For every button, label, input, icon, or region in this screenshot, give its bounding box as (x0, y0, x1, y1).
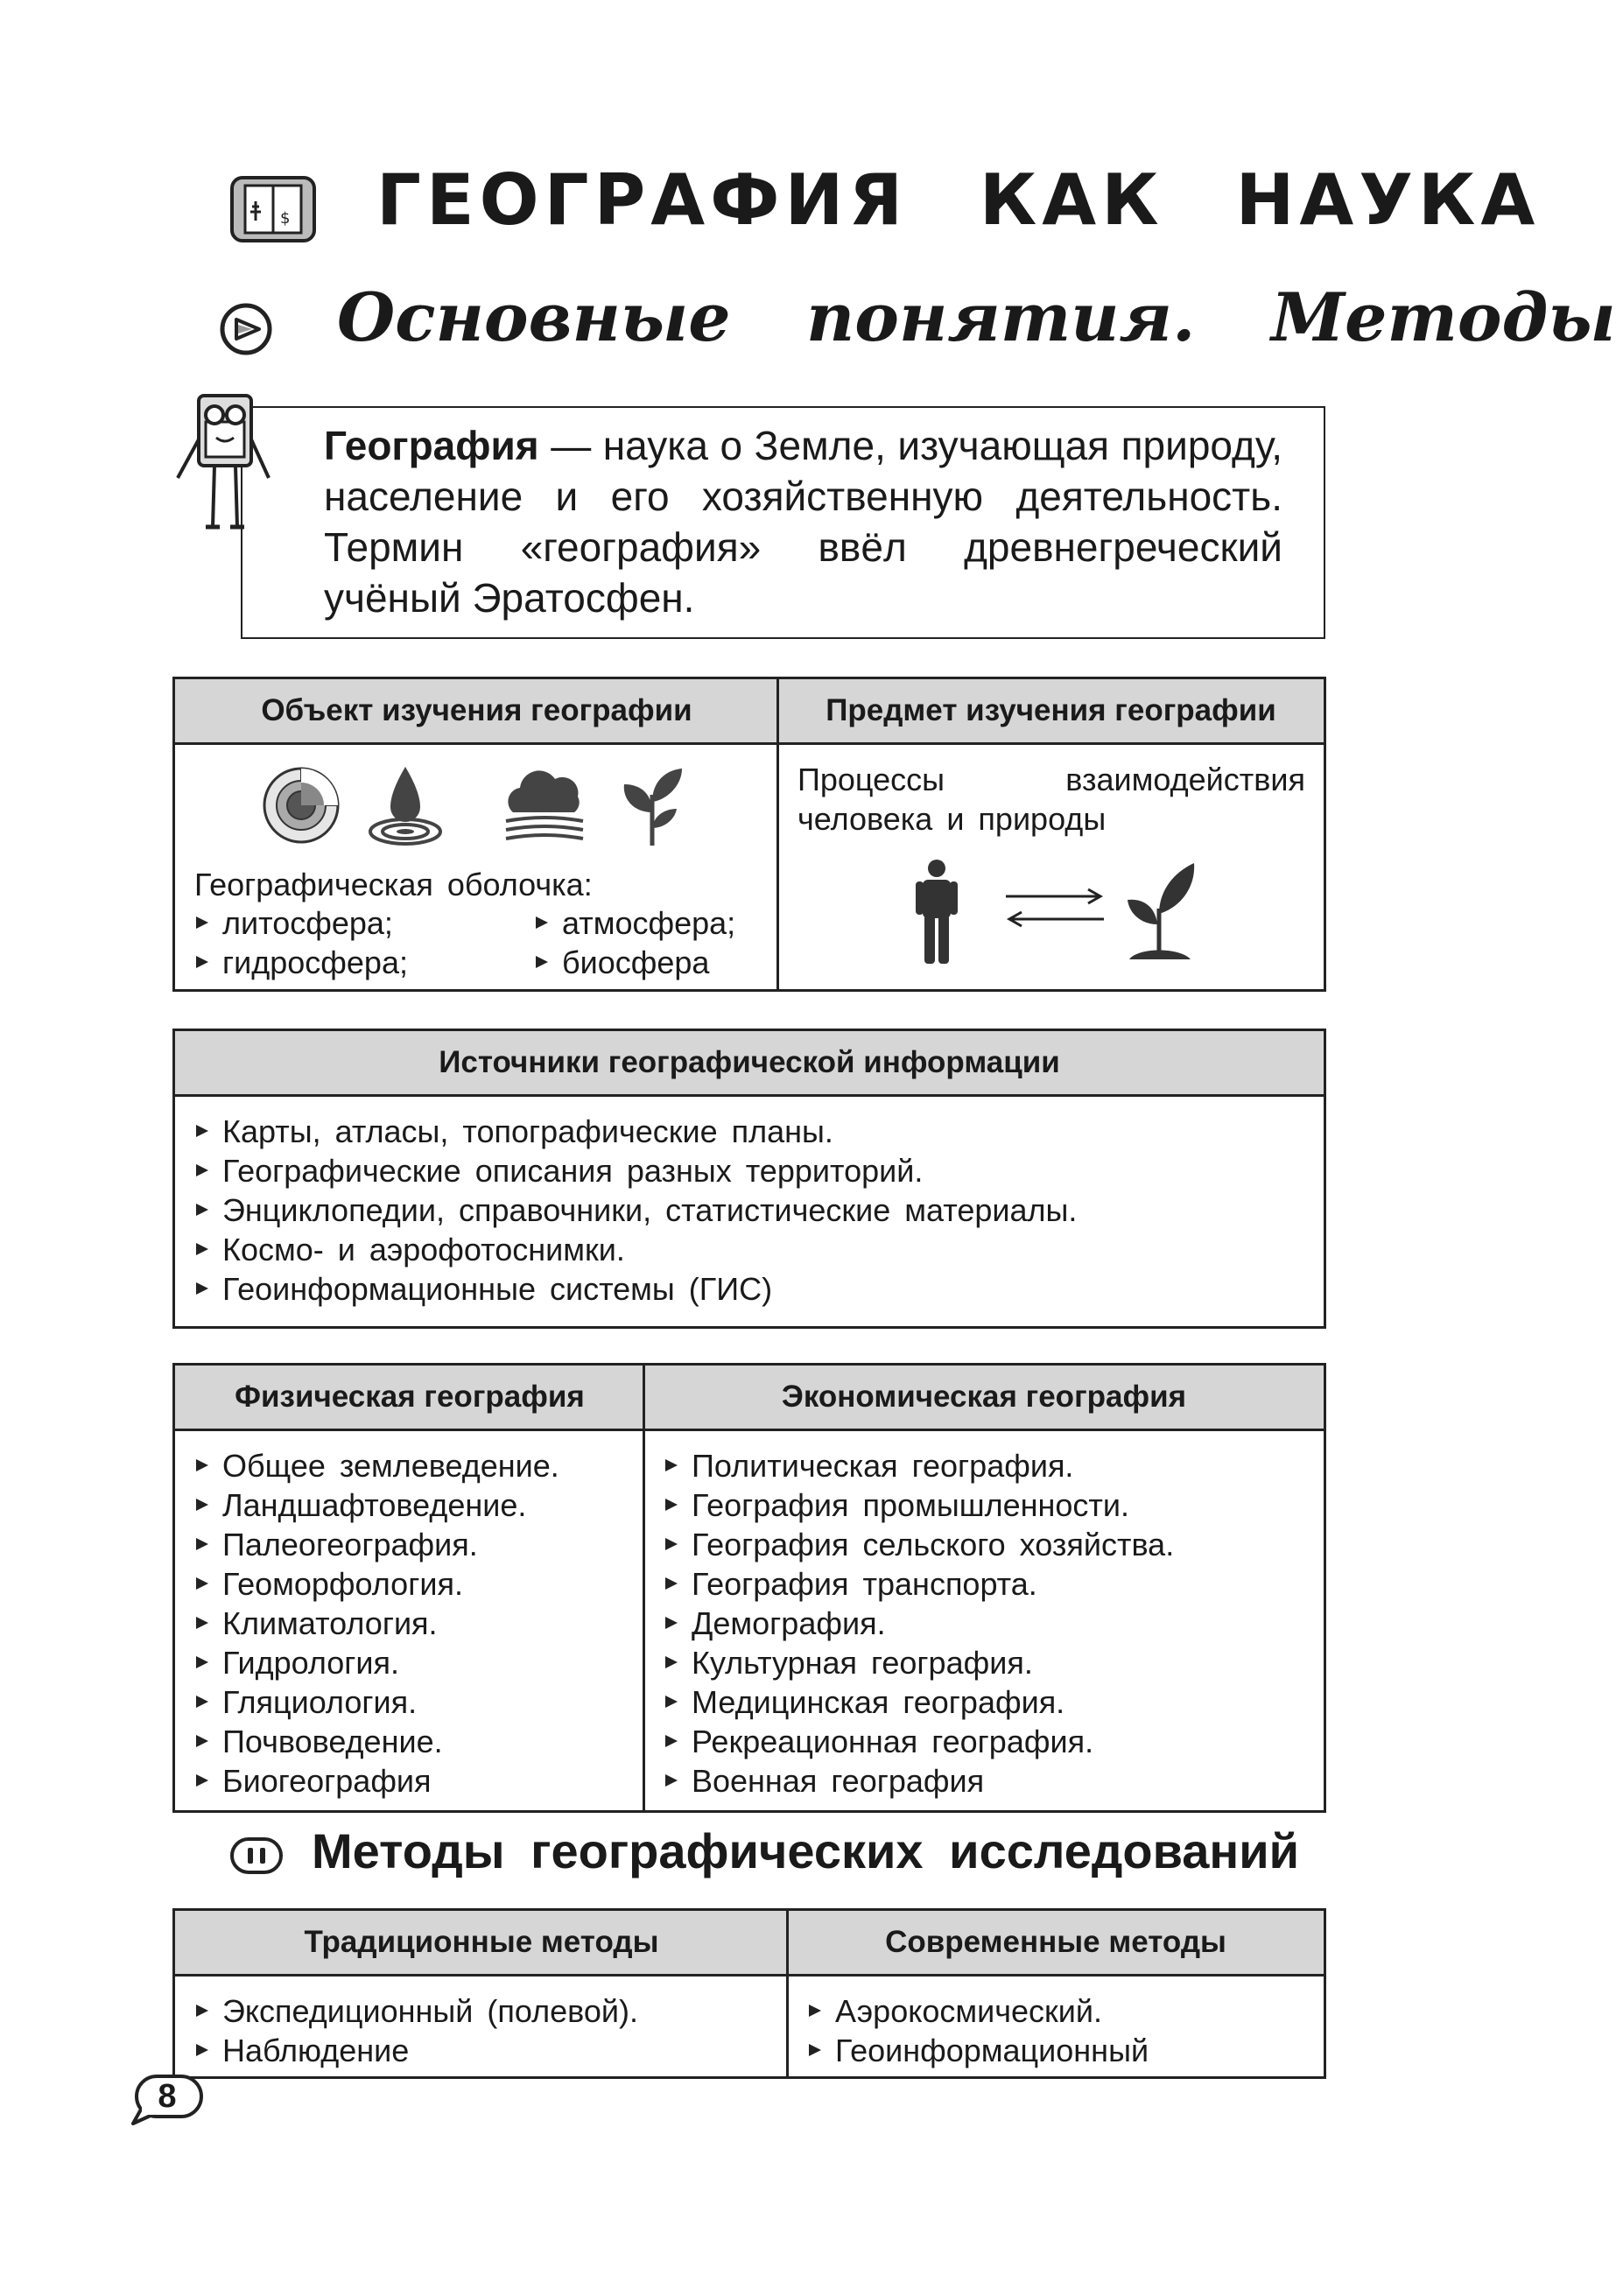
column-divider (776, 679, 779, 989)
list-item: Карты, атласы, топографические планы. (194, 1112, 1077, 1151)
list-item: Географические описания разных территорий. (194, 1151, 1077, 1190)
subject-text: Процессы взаимодействия человека и природы (797, 762, 1305, 837)
list-item: Наблюдение (194, 2031, 638, 2070)
definition-text (324, 420, 1282, 623)
list-item: Медицинская география. (664, 1682, 1174, 1722)
economic-list (664, 1446, 1174, 1801)
list-item: Рекреационная география. (664, 1722, 1174, 1761)
list-item: Климатология. (194, 1604, 559, 1643)
methods-table (172, 1908, 1326, 2079)
traditional-list (194, 1991, 638, 2070)
subject-header: Предмет изучения географии (778, 679, 1324, 745)
sources-table (172, 1029, 1326, 1329)
list-item: Биогеография (194, 1761, 559, 1801)
list-item: География промышленности. (664, 1485, 1174, 1525)
water-drop-icon (368, 763, 443, 847)
economic-header: Экономическая география (644, 1366, 1324, 1431)
page-subtitle: Основные понятия. Методы (337, 278, 1616, 356)
list-item: литосфера; (194, 903, 408, 943)
svg-text:$: $ (280, 209, 291, 228)
branches-table (172, 1363, 1326, 1813)
list-item: Геоинформационные системы (ГИС) (194, 1269, 1077, 1309)
shell-list-right (534, 903, 735, 982)
definition-term: География (324, 423, 539, 468)
sources-list (194, 1112, 1077, 1309)
play-circle-icon (219, 302, 273, 356)
list-item: География сельского хозяйства. (664, 1525, 1174, 1564)
shell-label: Географическая оболочка: (194, 867, 593, 902)
list-item: Гидрология. (194, 1643, 559, 1682)
traditional-header: Традиционные методы (175, 1911, 788, 1977)
page-number (130, 2073, 205, 2127)
list-item: Геоморфология. (194, 1564, 559, 1604)
pause-badge-icon (229, 1836, 284, 1875)
book-mascot-icon (171, 387, 276, 544)
modern-list (807, 1991, 1149, 2070)
physical-header: Физическая география (175, 1366, 644, 1431)
methods-title: Методы географических исследований (312, 1823, 1300, 1878)
object-header: Объект изучения географии (175, 679, 778, 745)
list-item: Гляциология. (194, 1682, 559, 1722)
list-item: Политическая география. (664, 1446, 1174, 1485)
shell-list-left (194, 903, 408, 982)
list-item: Культурная география. (664, 1643, 1174, 1682)
plant-leaves-icon (617, 760, 689, 847)
column-divider (786, 1911, 789, 2076)
list-item: Общее землеведение. (194, 1446, 559, 1485)
sprout-icon (1121, 858, 1199, 961)
object-subject-table (172, 677, 1326, 992)
list-item: гидросфера; (194, 943, 408, 982)
list-item: Палеогеография. (194, 1525, 559, 1564)
list-item: атмосфера; (534, 903, 735, 943)
sources-header: Источники географической информации (175, 1031, 1324, 1097)
list-item: Энциклопедии, справочники, статистические материалы. (194, 1190, 1077, 1230)
list-item: Экспедиционный (полевой). (194, 1991, 638, 2031)
list-item: География транспорта. (664, 1564, 1174, 1604)
person-icon (914, 859, 959, 965)
column-divider (643, 1366, 645, 1810)
definition-body: — наука о Земле, изучающая природу, население и его хозяйственную деятельность. Термин «география» ввёл древнегреческий учёный Эратосфен. (324, 423, 1282, 621)
list-item: Космо- и аэрофотоснимки. (194, 1230, 1077, 1269)
cloud-wind-icon (501, 760, 588, 847)
globe-layers-icon (261, 765, 341, 846)
page-title: ГЕОГРАФИЯ КАК НАУКА (376, 159, 1541, 241)
list-item: Аэрокосмический. (807, 1991, 1149, 2031)
list-item: Демография. (664, 1604, 1174, 1643)
list-item: Геоинформационный (807, 2031, 1149, 2070)
list-item: Ландшафтоведение. (194, 1485, 559, 1525)
exchange-arrows-icon (1002, 886, 1107, 930)
page-number-text: 8 (158, 2078, 177, 2115)
physical-list (194, 1446, 559, 1801)
list-item: биосфера (534, 943, 735, 982)
list-item: Почвоведение. (194, 1722, 559, 1761)
list-item: Военная география (664, 1761, 1174, 1801)
modern-header: Современные методы (788, 1911, 1324, 1977)
map-book-icon (229, 175, 317, 243)
